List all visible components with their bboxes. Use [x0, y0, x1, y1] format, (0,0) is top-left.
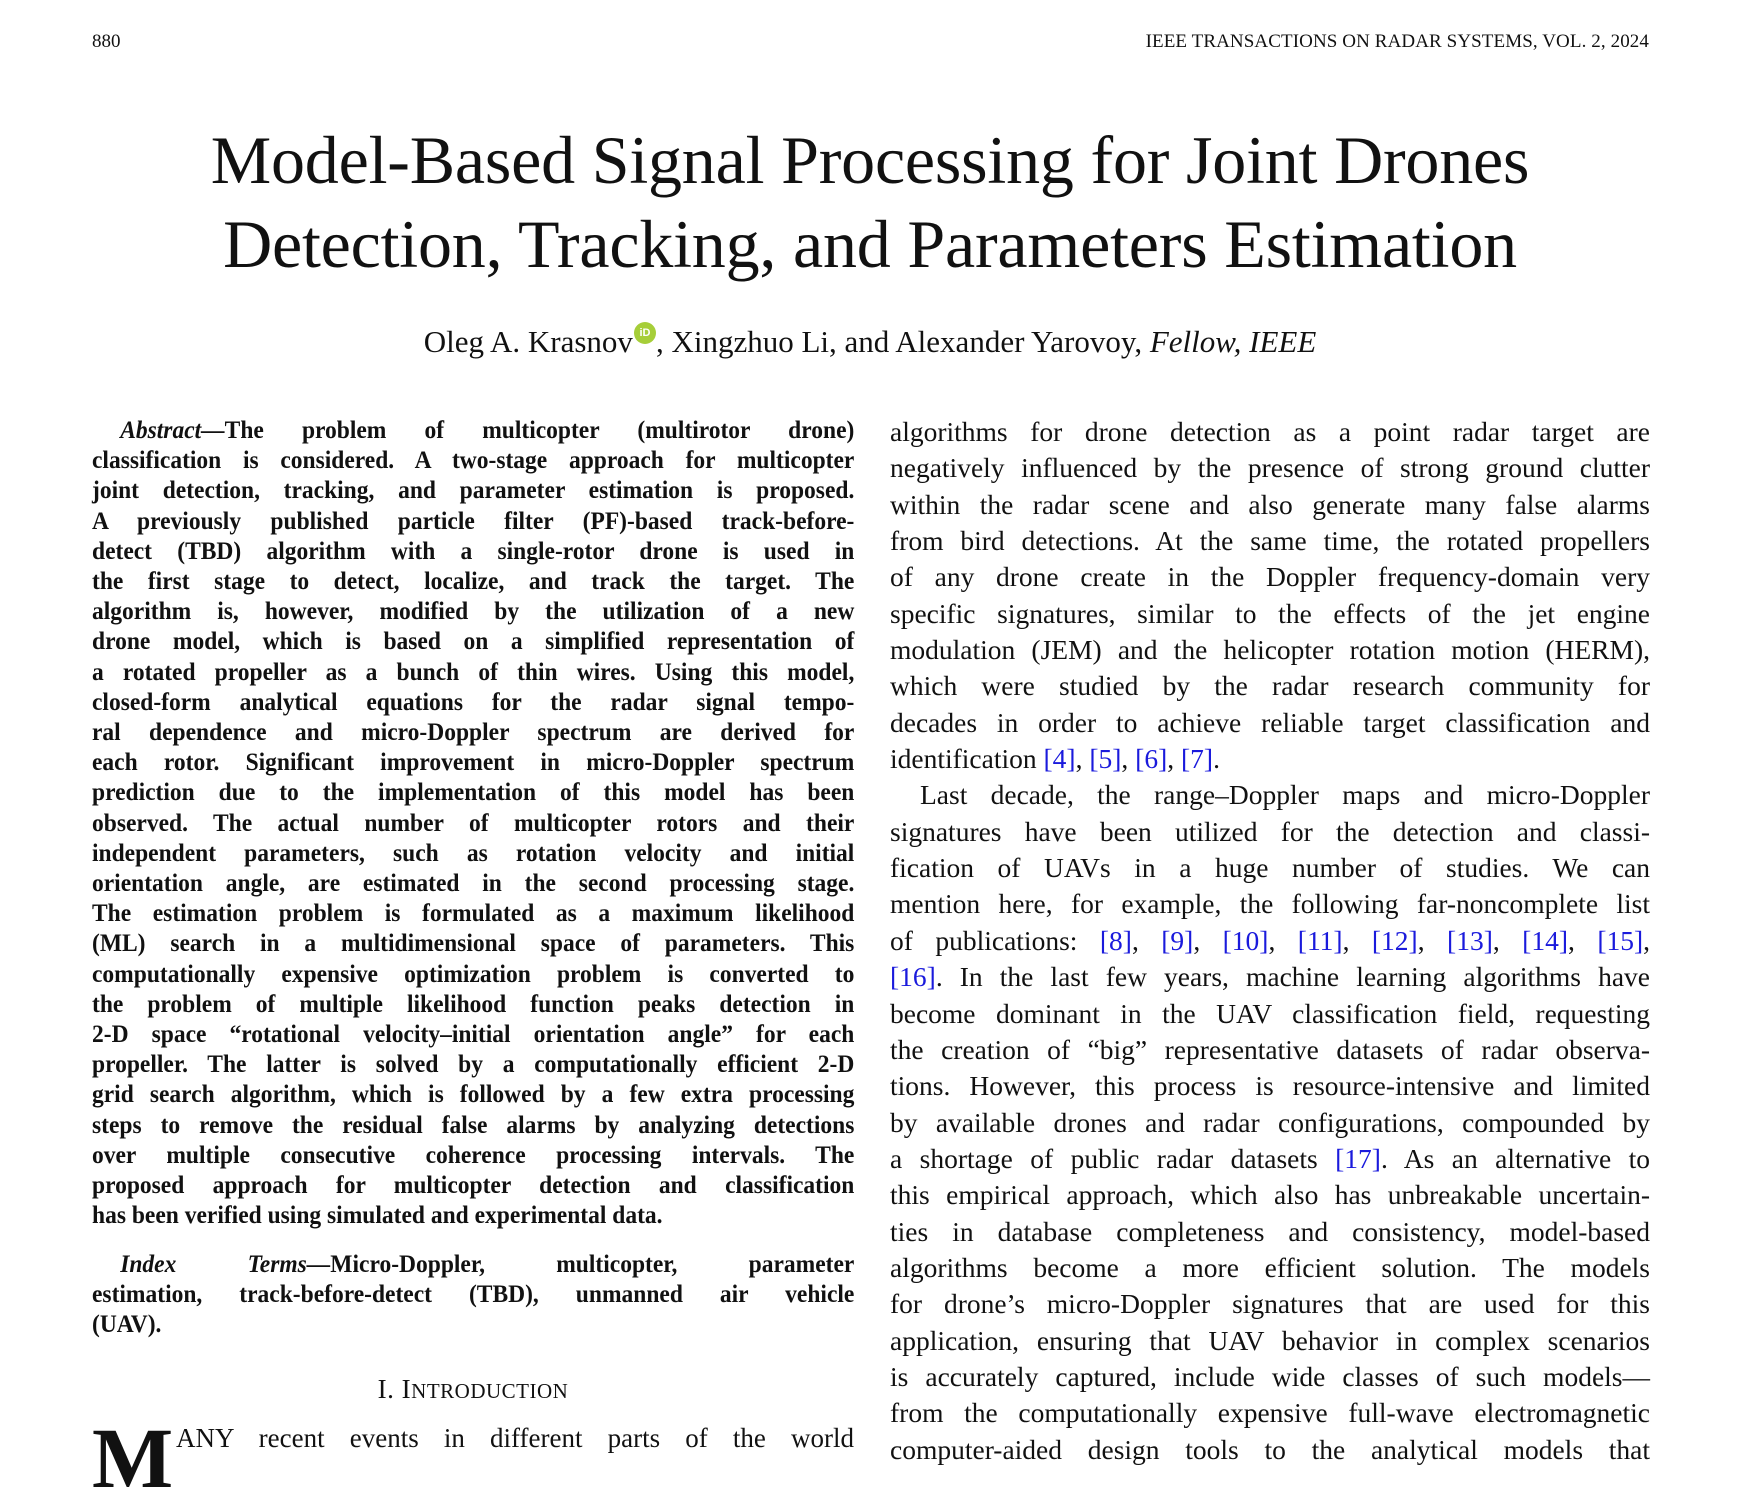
abstract-line: the problem of multiple likelihood function peaks detection in — [92, 990, 855, 1018]
abstract-label: Abstract— — [120, 417, 225, 444]
body-line: which were studied by the radar research community for — [890, 670, 1650, 702]
body-line: the creation of “big” representative datasets of radar observa- — [890, 1033, 1650, 1065]
index-terms-label-2: Terms— — [247, 1251, 331, 1278]
abstract-line: closed-form analytical equations for the radar signal tempo- — [92, 688, 855, 716]
body-line: by available drones and radar configurations, compounded by — [890, 1106, 1650, 1138]
index-terms-line: Index Terms—Micro-Doppler, multicopter, parameter — [120, 1251, 855, 1278]
body-line-citations: a shortage of public radar datasets [17]. As an alternative to — [890, 1142, 1651, 1174]
body-line: from the computationally expensive full-wave electromagnetic — [890, 1397, 1650, 1429]
intro-line: ANY recent events in different parts of the world — [176, 1423, 854, 1453]
body-line: algorithms become a more efficient solution. The models — [890, 1251, 1650, 1283]
citation-link-9[interactable]: [9] — [1161, 924, 1194, 956]
abstract-line: 2-D space “rotational velocity–initial orientation angle” for each — [92, 1021, 855, 1049]
abstract-line: each rotor. Significant improvement in micro-Doppler spectrum — [92, 749, 855, 777]
body-line: signatures have been utilized for the detection and classi- — [890, 815, 1650, 847]
abstract-line: grid search algorithm, which is followed by a few extra processing — [92, 1081, 855, 1109]
author-list — [0, 322, 1740, 361]
abstract-line: steps to remove the residual false alarms by analyzing detections — [92, 1111, 855, 1139]
citation-link-12[interactable]: [12] — [1371, 924, 1418, 956]
orcid-icon[interactable]: iD — [634, 322, 656, 344]
body-line: for drone’s micro-Doppler signatures that are used for this — [890, 1288, 1650, 1320]
abstract-line: algorithm is, however, modified by the utilization of a new — [92, 598, 855, 626]
body-line: specific signatures, similar to the effects of the jet engine — [890, 597, 1650, 629]
body-line: fication of UAVs in a huge number of studies. We can — [890, 852, 1650, 884]
abstract-line: propeller. The latter is solved by a computationally efficient 2-D — [92, 1051, 855, 1079]
abstract-line: observed. The actual number of multicopter rotors and their — [92, 809, 855, 837]
abstract-line: orientation angle, are estimated in the second processing stage. — [92, 870, 855, 898]
body-line: application, ensuring that UAV behavior in complex scenarios — [890, 1324, 1650, 1356]
body-line: decades in order to achieve reliable target classification and — [890, 706, 1650, 738]
abstract-line: joint detection, tracking, and parameter estimation is proposed. — [92, 477, 855, 505]
abstract-line: ral dependence and micro-Doppler spectrum are derived for — [92, 719, 855, 747]
citation-link-10[interactable]: [10] — [1222, 924, 1269, 956]
citation-link-17[interactable]: [17] — [1335, 1142, 1381, 1174]
body-line: this empirical approach, which also has unbreakable uncertain- — [890, 1179, 1650, 1211]
body-line-citations: of publications: [8], [9], [10], [11], [12], [13], [14], [15], — [890, 924, 1651, 956]
introduction-body — [92, 1410, 854, 1506]
body-line: mention here, for example, the following far-noncomplete list — [890, 888, 1650, 920]
abstract-line: classification is considered. A two-stage approach for multicopter — [92, 447, 855, 475]
abstract-line: proposed approach for multicopter detection and classification — [92, 1172, 855, 1200]
abstract-line: the first stage to detect, localize, and track the target. The — [92, 568, 855, 596]
citation-link-7[interactable]: [7] — [1180, 743, 1214, 775]
body-line: computer-aided design tools to the analytical models that — [890, 1433, 1650, 1465]
citation-link-16[interactable]: [16] — [890, 961, 936, 993]
body-line: ties in database completeness and consistency, model-based — [890, 1215, 1650, 1247]
drop-cap: M — [92, 1410, 174, 1506]
abstract — [92, 416, 854, 1231]
title-line-1: Model-Based Signal Processing for Joint Drones — [210, 122, 1530, 198]
author-name: Oleg A. Krasnov — [423, 324, 633, 359]
body-line: algorithms for drone detection as a point radar target are — [890, 416, 1650, 447]
author-names-rest: , Xingzhuo Li, and Alexander Yarovoy, — [655, 324, 1150, 359]
abstract-line: (ML) search in a multidimensional space of parameters. This — [92, 930, 855, 958]
abstract-line: prediction due to the implementation of this model has been — [92, 779, 855, 807]
citation-link-6[interactable]: [6] — [1135, 743, 1168, 775]
paper-title — [0, 118, 1740, 286]
citation-link-11[interactable]: [11] — [1297, 924, 1343, 956]
citation-link-14[interactable]: [14] — [1522, 924, 1568, 956]
body-line: from bird detections. At the same time, the rotated propellers — [890, 525, 1650, 557]
abstract-line: The estimation problem is formulated as a maximum likelihood — [92, 900, 855, 928]
index-terms-line: estimation, track-before-detect (TBD), unmanned air vehicle — [92, 1281, 855, 1309]
citation-link-5[interactable]: [5] — [1089, 743, 1122, 775]
abstract-line: A previously published particle filter (PF)-based track-before- — [92, 507, 855, 535]
abstract-line: independent parameters, such as rotation velocity and initial — [92, 839, 855, 867]
abstract-line: Abstract—The problem of multicopter (multirotor drone) — [120, 417, 855, 444]
citation-link-8[interactable]: [8] — [1099, 924, 1132, 956]
right-column-body — [890, 414, 1650, 1468]
body-line: tions. However, this process is resource-intensive and limited — [890, 1070, 1650, 1102]
abstract-line: over multiple consecutive coherence processing intervals. The — [92, 1141, 855, 1169]
body-line: become dominant in the UAV classification field, requesting — [890, 997, 1650, 1029]
body-line: is accurately captured, include wide classes of such models— — [890, 1360, 1650, 1392]
running-head-page-number: 880 — [92, 31, 121, 52]
author-affiliation: Fellow, IEEE — [1149, 324, 1317, 359]
abstract-line: detect (TBD) algorithm with a single-rotor drone is used in — [92, 537, 855, 565]
citation-link-13[interactable]: [13] — [1447, 924, 1493, 956]
running-head-journal: IEEE TRANSACTIONS ON RADAR SYSTEMS, VOL. 2, 2024 — [1145, 31, 1649, 52]
abstract-line: computationally expensive optimization problem is converted to — [92, 960, 855, 988]
section-heading-introduction: I. INTRODUCTION — [377, 1374, 569, 1404]
index-terms — [92, 1250, 854, 1341]
body-line: Last decade, the range–Doppler maps and micro-Doppler — [920, 779, 1650, 811]
body-line: modulation (JEM) and the helicopter rotation motion (HERM), — [890, 634, 1650, 666]
index-terms-line: (UAV). — [92, 1311, 162, 1339]
body-line: negatively influenced by the presence of strong ground clutter — [890, 452, 1650, 484]
body-line: of any drone create in the Doppler frequency-domain very — [890, 561, 1650, 593]
abstract-line: a rotated propeller as a bunch of thin wires. Using this model, — [92, 658, 855, 686]
abstract-line: drone model, which is based on a simplified representation of — [92, 628, 855, 656]
abstract-line: has been verified using simulated and experimental data. — [92, 1202, 663, 1230]
index-terms-label-1: Index — [120, 1251, 177, 1278]
body-line-citations: identification [4], [5], [6], [7]. — [890, 743, 1220, 775]
citation-link-15[interactable]: [15] — [1597, 924, 1644, 956]
body-line: within the radar scene and also generate many false alarms — [890, 488, 1650, 520]
body-line-citations: [16]. In the last few years, machine learning algorithms have — [890, 961, 1650, 993]
title-line-2: Detection, Tracking, and Parameters Estimation — [223, 206, 1517, 282]
citation-link-4[interactable]: [4] — [1043, 743, 1076, 775]
